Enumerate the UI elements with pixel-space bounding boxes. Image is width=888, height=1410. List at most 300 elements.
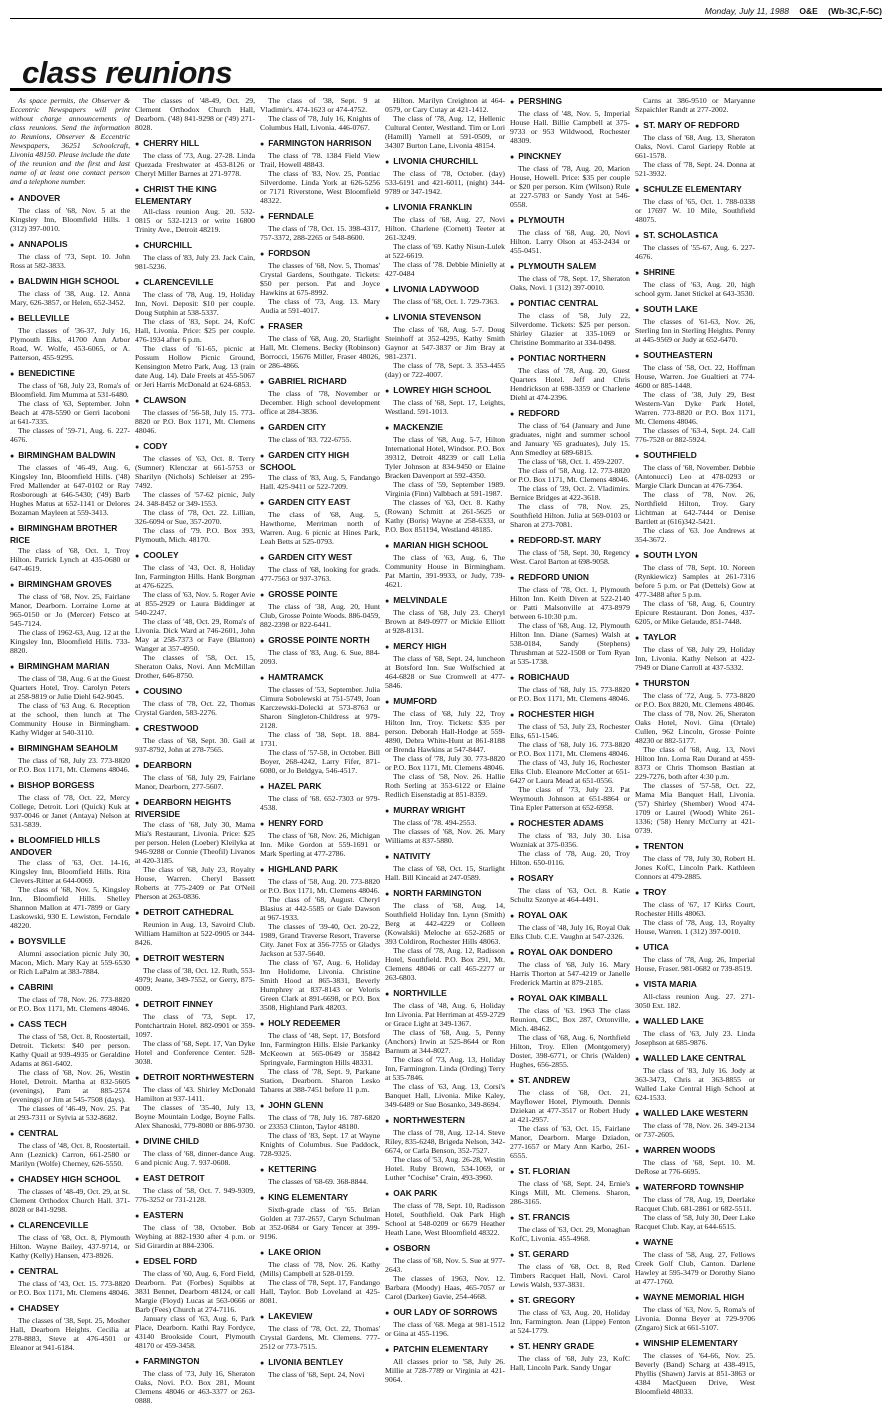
reunion-paragraph: The class of '68, July 29, Holiday Inn, Livonia. Kathy Nelson at 422-7949 or Diane Carroll at 437-5332. — [635, 645, 755, 672]
reunion-paragraph: The class of '78, Nov. 26, Northfield Hilton, Troy. Gary Lichtman at 642-7444 or Denise Bartlett at (616)342-5421. — [635, 490, 755, 526]
reunion-paragraph: The class of '38, Oct. 12. Ruth, 553-4979; Jeane, 349-7552, or Gerry, 875-0009. — [135, 966, 255, 993]
reunion-details — [510, 228, 630, 255]
reunion-entry — [260, 96, 380, 132]
reunion-details — [510, 1354, 630, 1372]
reunion-paragraph: The class of '68, July 23, Roma's of Bloomfield. Jim Mumma at 531-6480. — [10, 381, 130, 399]
school-heading: ● LIVONIA BENTLEY — [260, 1357, 380, 1369]
reunion-details — [385, 215, 505, 278]
school-heading: ● ST. FLORIAN — [510, 1166, 630, 1178]
reunion-paragraph: Carns at 386-9510 or Maryanne Szpaichler Randt at 277-2002. — [635, 96, 755, 114]
school-heading: ● GABRIEL RICHARD — [260, 376, 380, 388]
reunion-paragraph: The class of '38, Sept. 9 at Vladimir's. 474-1623 or 474-4752. — [260, 96, 380, 114]
reunion-paragraph: The class of 1962-63, Aug. 12 at the Kingsley Inn, Bloomfield Hills. 733-8820. — [10, 628, 130, 655]
reunion-paragraph: The classes of '35-40, July 13, Boyne Mountain Lodge, Boyne Falls. Alex Shanoski, 779-8080 or 886-9730. — [135, 1103, 255, 1130]
school-heading: ● OAK PARK — [385, 1188, 505, 1200]
reunion-entry — [635, 1338, 755, 1396]
running-head-rule — [10, 18, 882, 19]
reunion-entry — [260, 422, 380, 444]
reunion-paragraph: The classes of '39-40, Oct. 20-22, 1989, Grand Traverse Resort, Traverse City. Janet Fox at 356-7755 or Gladys Jackson at 537-5640. — [260, 922, 380, 958]
reunion-entry — [510, 1295, 630, 1335]
reunion-paragraph: The class of '68, July 23. 773-8820 or P.O. Box 1171, Mt. Clemens 48046. — [10, 756, 130, 774]
school-heading: ● WINSHIP ELEMENTARY — [635, 1338, 755, 1350]
reunion-paragraph: The class of '68, November. Debbie (Antonucci) Leo at 478-0293 or Margie Clark Duncan at 476-7364. — [635, 463, 755, 490]
school-heading: ● BIRMINGHAM BROTHER RICE — [10, 523, 130, 545]
reunion-entry — [510, 993, 630, 1069]
school-heading: ● REDFORD UNION — [510, 572, 630, 584]
reunion-details — [260, 1260, 380, 1305]
reunion-paragraph: The class of '73, Sept. 10. John Ross at 582-3833. — [10, 252, 130, 270]
reunion-entry — [385, 888, 505, 982]
reunion-entry — [260, 321, 380, 370]
reunion-paragraph: The class of '63, Aug. 6, The Community House in Birmingham. Pat Martin, 391-9933, or Judy, 739-4621. — [385, 553, 505, 589]
reunion-entry — [10, 936, 130, 976]
reunion-details — [10, 252, 130, 270]
school-heading: ● BIRMINGHAM BALDWIN — [10, 450, 130, 462]
reunion-details — [10, 1316, 130, 1352]
reunion-details — [260, 435, 380, 444]
reunion-details — [10, 1279, 130, 1297]
reunion-paragraph: The classes of '68, Nov. 26. Mary Williams at 837-5880. — [385, 827, 505, 845]
reunion-entry — [635, 267, 755, 298]
reunion-entry — [260, 864, 380, 1012]
reunion-entry — [260, 1357, 380, 1379]
school-heading: ● ST. GERARD — [510, 1249, 630, 1261]
reunion-paragraph: The class of '38, Aug. 6 at the Guest Quarters Hotel, Troy. Carolyn Peters at 258-9819 or Julie Diehl 642-9045. — [10, 674, 130, 701]
reunion-details — [510, 1308, 630, 1335]
school-heading: ● CLAWSON — [135, 395, 255, 407]
reunion-paragraph: The class of '78, Sept. 3. 353-4455 (day) or 722-4007. — [385, 361, 505, 379]
school-heading: ● TAYLOR — [635, 632, 755, 644]
reunion-paragraph: Alumni association picnic July 30, Macon, Mich. Mary Kay at 559-6530 or Rich LaPalm at 383-7884. — [10, 949, 130, 976]
reunion-details — [385, 1128, 505, 1182]
reunion-paragraph: The class of '68, July 23. Cheryl Brown at 849-0977 or Mickie Elliott at 928-8131. — [385, 608, 505, 635]
reunion-details — [260, 473, 380, 491]
paper-name: O&E — [799, 6, 818, 16]
reunion-paragraph: The class of '68, Oct. 8, Plymouth Hilton. Wayne Bailey, 437-9714, or Kathy (Kelly) Hansen, 473-8926. — [10, 1233, 130, 1260]
reunion-paragraph: Hilton. Marilyn Creighton at 464-0579, or Cary Cutay at 421-1412. — [385, 96, 505, 114]
reunion-entry — [260, 589, 380, 629]
reunion-details — [385, 398, 505, 416]
reunion-paragraph: The class of '83, July 30. Lisa Wozniak at 375-0356. — [510, 831, 630, 849]
school-heading: ● SOUTH LAKE — [635, 304, 755, 316]
reunion-details — [260, 1113, 380, 1158]
reunion-paragraph: The classes of '56-58, July 15. 773-8820 or P.O. Box 1171, Mt. Clemens 48046. — [135, 408, 255, 435]
reunion-paragraph: The class of '63, Oct. 29, Monaghan KofC, Livonia. 455-4968. — [510, 1225, 630, 1243]
column-2 — [135, 96, 255, 1404]
reunion-entry — [510, 818, 630, 867]
school-heading: ● LIVONIA LADYWOOD — [385, 284, 505, 296]
reunion-paragraph: The class of '78, Aug. 12-14. Steve Riley, 835-6248, Brigeda Nelson, 342-6674, or Carla Benson, 352-7527. — [385, 1128, 505, 1155]
school-heading: ● EAST DETROIT — [135, 1173, 255, 1185]
reunion-details — [135, 454, 255, 544]
reunion-details — [10, 756, 130, 774]
reunion-entry — [510, 1166, 630, 1206]
reunion-paragraph: The class of '78, Aug. 19, Holiday Inn, Novi. Deposit: $10 per couple. Doug Sutphin at 538-5337. — [135, 290, 255, 317]
title-rule — [10, 88, 882, 91]
school-heading: ● KING ELEMENTARY — [260, 1192, 380, 1204]
reunion-paragraph: The class of '78, July 16, Knights of Columbus Hall, Livonia. 446-0767. — [260, 114, 380, 132]
reunion-paragraph: The class of '63, July 23. Linda Josephson at 685-9876. — [635, 1029, 755, 1047]
reunion-entry — [635, 1145, 755, 1176]
school-heading: ● HENRY FORD — [260, 818, 380, 830]
reunion-paragraph: The class of '78, Oct. 22. Lillian, 326-6094 or Sue, 357-2070. — [135, 508, 255, 526]
reunion-entry — [260, 1164, 380, 1186]
reunion-paragraph: The class of '78, Nov. 26. 773-8820 or P.O. Box 1171, Mt. Clemens 48046. — [10, 995, 130, 1013]
column-3 — [260, 96, 380, 1404]
reunion-paragraph: The class of '59, September 1989. Virginia (Finn) Valbbach at 591-1987. — [385, 480, 505, 498]
reunion-paragraph: The classes of '68-69. 368-8844. — [268, 1177, 369, 1186]
reunion-paragraph: The class of '39, Oct. 2. Vladimirs. Bernice Bridges at 422-3618. — [510, 484, 630, 502]
reunion-paragraph: The classes of '48-49, Oct. 29, at St. Clement Orthodox Church Hall. 371-8028 or 841-9298. — [10, 1187, 130, 1214]
school-heading: ● SCHULZE ELEMENTARY — [635, 184, 755, 196]
school-heading: ● LAKEVIEW — [260, 1311, 380, 1323]
reunion-paragraph: The class of '78, Oct. 1, Plymouth Hilton Inn. Keith Diven at 522-2140 or Patti Malsonville at 473-8979 between 6-10:30 p.m. — [510, 585, 630, 621]
reunion-entry — [385, 1307, 505, 1338]
reunion-paragraph: The class of '58, Aug. 20. 773-8820 or P.O. Box 1171, Mt. Clemens 48046. — [260, 877, 380, 895]
reunion-paragraph: The classes of '48-49, Oct. 29, Clement Orthodox Church Hall, Dearborn. ('48) 841-9298 or ('49) 271-8028. — [135, 96, 255, 132]
reunion-details — [10, 674, 130, 737]
school-heading: ● ST. GREGORY — [510, 1295, 630, 1307]
school-heading: ● DETROIT NORTHWESTERN — [135, 1072, 255, 1084]
reunion-paragraph: The classes of '64-66, Nov. 25. Beverly (Band) Scharg at 438-4915, Phyllis (Shawn) Jarvis at 851-3863 or 4384 MacQueen Drive, West Bloomfield 48033. — [635, 1351, 755, 1396]
school-heading: ● LAKE ORION — [260, 1247, 380, 1259]
reunion-paragraph: The class of '58, Sept. 30, Regency West. Carol Barton at 698-9058. — [510, 548, 630, 566]
reunion-details — [635, 463, 755, 544]
reunion-details — [385, 325, 505, 379]
reunion-paragraph: The class of '78, July 16. 787-6820 or 23353 Clinton, Taylor 48180. — [260, 1113, 380, 1131]
reunion-paragraph: January class of '63, Aug. 6, Park Place, Dearborn. Kathi Ray Fordyce, 43140 Brookside Court, Plymouth 48170 or 459-3458. — [135, 1314, 255, 1350]
reunion-details — [510, 960, 630, 987]
reunion-paragraph: The class of '78. Debbie Minielly at 427-0484 — [385, 260, 505, 278]
school-heading: ● CODY — [135, 441, 255, 453]
reunion-paragraph: The class of '63 Aug. 6. Reception at the school, then lunch at The Community House in Birmingham. Kathy Widger at 540-3110. — [10, 701, 130, 737]
reunion-details — [635, 363, 755, 444]
school-heading: ● SOUTHEASTERN — [635, 350, 755, 362]
reunion-paragraph: The class of '83, Nov. 25, Pontiac Silverdome. Linda York at 626-5256 or 7171 Riverstone, West Bloomfield 48322. — [260, 169, 380, 205]
reunion-details — [635, 1305, 755, 1332]
reunion-paragraph: The class of '68, Aug. 14, Southfield Holiday Inn. Lynn (Smith) Berg at 442-4229 or Colleen (Kowalski) Meloche at 652-2685 or 393 Coldiron, Rochester Hills 48063. — [385, 901, 505, 946]
reunion-paragraph: The class of '83, Sept. 17 at Wayne Knights of Columbus. Sue Paddock, 728-9325. — [260, 1131, 380, 1158]
reunion-entry — [385, 540, 505, 589]
reunion-paragraph: The class of '68, Oct. 1, Troy Hilton. Patrick Lynch at 435-0680 or 647-4619. — [10, 546, 130, 573]
reunion-details — [260, 565, 380, 583]
reunion-details — [385, 709, 505, 799]
reunion-entry — [635, 841, 755, 881]
reunion-entry — [510, 910, 630, 941]
reunion-entry — [135, 138, 255, 178]
reunion-details — [260, 261, 380, 315]
reunion-paragraph: The class of '83, July 23. Jack Cain, 981-5236. — [135, 253, 255, 271]
reunion-entry — [260, 672, 380, 775]
reunion-paragraph: The class of '48, Aug. 6, Holiday Inn Livonia. Pat Herriman at 459-2729 or Grace Light at 349-1367. — [385, 1001, 505, 1028]
reunion-entry — [10, 523, 130, 573]
reunion-details — [260, 96, 380, 132]
reunion-details — [635, 645, 755, 672]
school-heading: ● ROYAL OAK DONDERO — [510, 947, 630, 959]
reunion-entry — [10, 276, 130, 307]
reunion-entry — [135, 1136, 255, 1167]
school-heading: ● ROYAL OAK — [510, 910, 630, 922]
school-heading: ● KETTERING — [260, 1164, 380, 1176]
reunion-entry — [135, 395, 255, 435]
reunion-paragraph: The class of '78, Sept. 17, Fandango Hall, Taylor. Bob Loveland at 425-8081. — [260, 1278, 380, 1305]
school-heading: ● HIGHLAND PARK — [260, 864, 380, 876]
reunion-paragraph: The class of '73, Aug. 13. Mary Audia at 591-4017. — [260, 297, 380, 315]
school-heading: ● JOHN GLENN — [260, 1100, 380, 1112]
school-heading: ● WAYNE — [635, 1237, 755, 1249]
school-heading: ● HAZEL PARK — [260, 781, 380, 793]
reunion-details — [635, 1158, 755, 1176]
reunion-paragraph: The class of '72, Aug. 5. 773-8820 or P.O. Box 8820, Mt. Clemens 48046. — [635, 691, 755, 709]
reunion-details — [510, 923, 630, 941]
reunion-paragraph: The class of '68, Sept. 24, Ernie's Kings Mill, Mt. Clemens. Sharon, 286-3165. — [510, 1179, 630, 1206]
reunion-details — [260, 648, 380, 666]
school-heading: ● EDSEL FORD — [135, 1256, 255, 1268]
reunion-entry — [385, 1344, 505, 1384]
reunion-entry — [10, 368, 130, 444]
reunion-details — [510, 585, 630, 666]
school-heading: ● ST. FRANCIS — [510, 1212, 630, 1224]
reunion-entry — [135, 760, 255, 791]
reunion-entry — [260, 1018, 380, 1094]
reunion-entry — [260, 248, 380, 315]
reunion-details — [260, 602, 380, 629]
reunion-entry — [510, 1249, 630, 1289]
reunion-entry — [510, 947, 630, 987]
school-heading: ● THURSTON — [635, 678, 755, 690]
reunion-paragraph: The classes of '57-62 picnic, July 24. 348-8452 or 349-1553. — [135, 490, 255, 508]
reunion-details — [10, 1233, 130, 1260]
school-heading: ● NORTH FARMINGTON — [385, 888, 505, 900]
school-heading: ● WALLED LAKE WESTERN — [635, 1108, 755, 1120]
school-heading: ● ST. HENRY GRADE — [510, 1341, 630, 1353]
school-heading: ● CENTRAL — [10, 1128, 130, 1140]
reunion-paragraph: The classes of '63-4, Sept. 24. Call 776-7528 or 882-5924. — [635, 426, 755, 444]
reunion-details — [510, 109, 630, 145]
school-heading: ● FORDSON — [260, 248, 380, 260]
reunion-details — [510, 1179, 630, 1206]
school-heading: ● ROCHESTER ADAMS — [510, 818, 630, 830]
reunion-paragraph: The class of '83, Aug. 5, Fandango Hall. 425-9411 or 522-7209. — [260, 473, 380, 491]
reunion-paragraph: The class of '67, 17 Kirks Court, Rochester Hills 48063. — [635, 900, 755, 918]
reunion-paragraph: The class of '68, Nov. 25, Fairlane Manor, Dearborn. Lorraine Lorne at 965-0150 or Jo (Mercer) Fetsco at 545-7124. — [10, 592, 130, 628]
reunion-paragraph: The class of '58, Aug. 27, Fellows Creek Golf Club, Canton. Darlene Hawley at 595-3479 or Dorothy Siano at 477-1760. — [635, 1250, 755, 1286]
school-heading: ● GROSSE POINTE — [260, 589, 380, 601]
reunion-entry — [635, 887, 755, 936]
reunion-paragraph: The class of '78, Aug. 12, Radisson Hotel, Southfield. P.O. Box 291, Mt. Clemens 48046 or call 465-2277 or 263-6803. — [385, 946, 505, 982]
reunion-entry — [260, 1311, 380, 1351]
reunion-paragraph: The class of '68, July 22, Troy Hilton Inn, Troy. Tickets: $35 per person. Deborah Hall-Hodge at 559-4890, Debra White-Hunt at 861-8188 or Brenda Hawkins at 547-8447. — [385, 709, 505, 754]
reunion-paragraph: The class of '67, Aug. 6, Holiday Inn Holidome, Livonia. Christine Smith Hood at 865-3831, Beverly Humphrey at 837-8143 or Veloris Green Clark at 891-6698, or P.O. Box 3508, Highland Park 48203. — [260, 958, 380, 1012]
reunion-entry — [385, 156, 505, 196]
school-heading: ● WAYNE MEMORIAL HIGH — [635, 1292, 755, 1304]
reunion-details — [385, 608, 505, 635]
reunion-paragraph: The class of '48, Oct. 8, Roostertail. Ann (Leznick) Carron, 661-2580 or Marilyn (Wolfe) Cherney, 626-5550. — [10, 1141, 130, 1168]
reunion-paragraph: The class of '38, Aug. 12. Anna Mary, 626-3857, or Helen, 652-3452. — [10, 289, 130, 307]
reunion-entry — [635, 1053, 755, 1102]
reunion-paragraph: The class of '78, Aug. 26, Imperial House, Fraser. 981-0682 or 739-8519. — [635, 955, 755, 973]
reunion-paragraph: The class of '60, Aug. 6, Ford Field, Dearborn. Pat (Forbes) Squibbs at 3831 Bennet, Dearborn 48124, or call Margie (Floyd) Lucas at 563-0666 or Barb (Fees) Church at 274-7116. — [135, 1269, 255, 1314]
reunion-details — [10, 1141, 130, 1168]
reunion-paragraph: The class of '68, Oct. 8, Red Timbers Racquet Hall, Novi. Carol Lewis Walsh, 937-3831. — [510, 1262, 630, 1289]
reunion-entry — [385, 202, 505, 278]
reunion-details — [385, 169, 505, 196]
reunion-paragraph: The class of '78, Sept. 10, Radisson Hotel, Southfield. Oak Park High School at 548-0209 or 6679 Heather Heath Lane, West Bloomfield 48322. — [385, 1201, 505, 1237]
reunion-details — [385, 864, 505, 882]
school-heading: ● HAMTRAMCK — [260, 672, 380, 684]
reunion-details — [635, 955, 755, 973]
reunion-paragraph: The class of '63, September. John Beach at 478-5590 or Gerri Iacoboni at 641-7335. — [10, 399, 130, 426]
reunion-entry — [385, 988, 505, 1109]
reunion-details — [635, 197, 755, 224]
school-heading: ● DETROIT WESTERN — [135, 953, 255, 965]
reunion-entry — [635, 1292, 755, 1332]
reunion-details — [385, 901, 505, 982]
reunion-paragraph: The class of '78, Sept. 9, Parkane Station, Dearborn. Sharon Lesko Tabares at 388-7451 before 11 p.m. — [260, 1067, 380, 1094]
school-heading: ● NATIVITY — [385, 851, 505, 863]
reunion-paragraph: The class of '68, Nov. 5 at the Kingsley Inn, Bloomfield Hills. 1 (312) 397-0010. — [10, 206, 130, 233]
reunion-entry — [135, 907, 255, 947]
reunion-details — [260, 831, 380, 858]
reunion-paragraph: The class of '68, Aug. 13, Sheraton Oaks, Novi. Carol Gariepy Roble at 661-1578. — [635, 133, 755, 160]
reunion-paragraph: The class of '78, July 30, Robert H. Jones KofC, Lincoln Park. Kathleen Connors at 479-2885. — [635, 854, 755, 881]
reunion-entry — [385, 1115, 505, 1182]
reunion-entry — [385, 96, 505, 150]
reunion-paragraph: The class of '78, Nov. 26. 349-2134 or 737-2605. — [635, 1121, 755, 1139]
reunion-paragraph: The class of '68, Oct. 21, Mayflower Hotel, Plymouth. Dennis Dziekan at 477-3517 or Robert Hudy at 421-2957. — [510, 1088, 630, 1124]
school-heading: ● CHADSEY — [10, 1303, 130, 1315]
reunion-details — [135, 253, 255, 271]
reunion-entry — [10, 1266, 130, 1297]
reunion-details — [135, 290, 255, 389]
column-1 — [10, 96, 130, 1404]
reunion-details — [10, 546, 130, 573]
section-title: class reunions — [22, 55, 233, 90]
school-heading: ● FARMINGTON HARRISON — [260, 138, 380, 150]
reunion-paragraph: The classes of '57-58, Oct. 22, Mama Mia Banquet Hall, Livonia. ('57) Shirley (Shember) Wood 474-1709 or Laurel (Wood) White 261-1336; ('58) Henry McCurry at 421-0739. — [635, 781, 755, 835]
reunion-paragraph: The class of '68, Aug. 6, Northfield Hilton, Troy. Ellen (Montgomery) Doster, 398-6771, or Chris (Walden) Hughes, 656-2855. — [510, 1033, 630, 1069]
reunion-details — [635, 317, 755, 344]
reunion-entry — [635, 350, 755, 444]
reunion-details — [635, 900, 755, 936]
reunion-entry — [10, 193, 130, 233]
reunion-details — [135, 563, 255, 680]
school-heading: ● LOWREY HIGH SCHOOL — [385, 385, 505, 397]
reunion-entry — [10, 661, 130, 737]
reunion-paragraph: The class of '58, Nov. 26. Hallie Roth Serling at 353-6122 or Elaine Redlich Eisenstadig at 851-8359. — [385, 772, 505, 799]
reunion-details — [510, 1225, 630, 1243]
reunion-paragraph: The class of '68, July 29, Fairlane Manor, Dearborn, 277-5607. — [135, 773, 255, 791]
reunion-paragraph: All classes prior to '58, July 26. Millie at 728-7789 or Virginia at 421-9064. — [385, 1357, 505, 1384]
reunion-paragraph: The class of '53, July 23, Rochester Elks, 651-1546. — [510, 722, 630, 740]
reunion-paragraph: The class of '78, Aug. 20, Guest Quarters Hotel. Jeff and Chris Hendrickson at 698-3359 or Charlene Diehl at 474-2396. — [510, 366, 630, 402]
reunion-paragraph: The class of '68, Sept. 10. M. DeRose at 776-6695. — [635, 1158, 755, 1176]
reunion-entry — [10, 1174, 130, 1214]
reunion-paragraph: The class of '57-58, in October. Bill Boyer, 268-4242, Larry Fifer, 871-6080, or Jo Beldgya, 546-4517. — [260, 748, 380, 775]
reunion-entry — [510, 873, 630, 904]
school-heading: ● ANDOVER — [10, 193, 130, 205]
reunion-paragraph: The class of '78. 1384 Field View Trail, Howell 48843. — [260, 151, 380, 169]
reunion-paragraph: The class of '68, July 23, KofC Hall, Lincoln Park. Sandy Ungar — [510, 1354, 630, 1372]
school-heading: ● WATERFORD TOWNSHIP — [635, 1182, 755, 1194]
reunion-paragraph: The class of '78, Aug. 19, Deerlake Racquet Club. 681-2861 or 682-5511. — [635, 1195, 755, 1213]
reunion-paragraph: The class of '78, Oct. 22, Mercy College, Detroit. Lori (Quick) Kuk at 937-0046 or Janet (Antaya) Nelson at 531-5839. — [10, 793, 130, 829]
reunion-entry — [635, 1237, 755, 1286]
reunion-paragraph: Reunion in Aug. 13, Savoird Club. William Hamilton at 522-0905 or 344-8426. — [135, 920, 255, 947]
reunion-details — [510, 685, 630, 703]
reunion-details — [635, 243, 755, 261]
reunion-details — [635, 1029, 755, 1047]
school-heading: ● CLARENCEVILLE — [135, 277, 255, 289]
reunion-details — [510, 1262, 630, 1289]
school-heading: ● ANNAPOLIS — [10, 239, 130, 251]
reunion-paragraph: The class of '58, July 30, Deer Lake Racquet Club. Kay, at 644-6515. — [635, 1213, 755, 1231]
reunion-paragraph: The class of '78, Oct. 15. 398-4317, 757-3372, 288-2265 or 548-8600. — [260, 224, 380, 242]
school-heading: ● MERCY HIGH — [385, 641, 505, 653]
reunion-entry — [135, 686, 255, 717]
reunion-details — [635, 1351, 755, 1396]
school-heading: ● BLOOMFIELD HILLS ANDOVER — [10, 835, 130, 857]
reunion-entry — [135, 797, 255, 901]
reunion-details — [385, 1256, 505, 1301]
school-heading: ● MELVINDALE — [385, 595, 505, 607]
reunion-paragraph: The class of '68, July 23, Royalty House, Warren. Cheryl Bassett Roberts at 775-2409 or Pat O'Neil Pherson at 263-0836. — [135, 865, 255, 901]
running-head-text — [697, 6, 882, 16]
reunion-entry — [385, 422, 505, 534]
reunion-entry — [10, 835, 130, 930]
reunion-paragraph: The class of '68, Nov. 26, Michigan Inn. Mike Gordon at 559-1691 or Mark Sperling at 477-2786. — [260, 831, 380, 858]
school-heading: ● PLYMOUTH — [510, 215, 630, 227]
reunion-entry — [260, 1192, 380, 1241]
school-heading: ● ROBICHAUD — [510, 672, 630, 684]
reunion-entry — [510, 298, 630, 347]
school-heading: ● SHRINE — [635, 267, 755, 279]
reunion-details — [260, 1205, 380, 1241]
reunion-paragraph: The class of '78, July 30. 773-8820 or P.O. Box 1171, Mt. Clemens 48046. — [385, 754, 505, 772]
reunion-paragraph: The classes of '63, Oct. 8. Terry (Sumner) Klenczar at 661-5753 or Sharilyn (Nichols) Schleiser at 295-7492. — [135, 454, 255, 490]
reunion-paragraph: The classes of '53, September. Julia Cimura Sobolewski at 751-5749, Joan Karczewski-Dolecki at 573-8763 or Sharon Singleton-Childress at 979-2128. — [260, 685, 380, 730]
reunion-details — [10, 381, 130, 444]
reunion-paragraph: The class of '68, Aug. 20, Novi Hilton. Larry Olson at 453-2434 or 455-0451. — [510, 228, 630, 255]
reunion-paragraph: The class of '38, Sept. 18. 884-1731. — [260, 730, 380, 748]
reunion-entry — [10, 1220, 130, 1260]
reunion-entry — [10, 780, 130, 829]
reunion-paragraph: The class of '83. 722-6755. — [268, 435, 352, 444]
reunion-entry — [260, 552, 380, 583]
school-heading: ● BIRMINGHAM SEAHOLM — [10, 743, 130, 755]
reunion-details — [635, 280, 755, 298]
reunion-entry — [385, 696, 505, 799]
reunion-paragraph: The class of '83, Sept. 24, KofC Hall, Livonia. Price: $25 per couple. 476-1934 after 6 p.m. — [135, 317, 255, 344]
reunion-entry — [135, 1356, 255, 1404]
reunion-paragraph: The class of '58, Oct. 22, Hoffman House, Warren. Joe Gualtieri at 774-4600 or 885-1448. — [635, 363, 755, 390]
reunion-paragraph: The class of '58, Oct. 7. 949-9309, 776-3252 or 731-2128. — [135, 1186, 255, 1204]
reunion-details — [510, 366, 630, 402]
reunion-details — [385, 1320, 505, 1338]
reunion-details — [510, 421, 630, 529]
reunion-paragraph: The class of '43, July 16, Rochester Elks Club. Eleanore McCotter at 651-6427 or Laura Mead at 651-0556. — [510, 758, 630, 785]
reunion-entry — [260, 1247, 380, 1305]
reunion-paragraph: The classes of '46-49, Nov. 25. Pat at 293-7311 or Sylvia at 532-8682. — [10, 1104, 130, 1122]
reunion-paragraph: The class of '68, Aug. 5, Penny (Anchors) Irwin at 525-8644 or Ron Barnum at 344-8027. — [385, 1028, 505, 1055]
reunion-details — [10, 463, 130, 517]
school-heading: ● DETROIT CATHEDRAL — [135, 907, 255, 919]
running-head — [10, 5, 882, 19]
reunion-entry — [260, 450, 380, 491]
reunion-paragraph: The class of '63, Aug. 20, Holiday Inn, Farmington. Jean (Lippe) Fenton at 524-1779. — [510, 1308, 630, 1335]
reunion-paragraph: The class of '68, Oct. 15, Starlight Hall. Bill Kincaid at 247-0589. — [385, 864, 505, 882]
reunion-details — [10, 949, 130, 976]
